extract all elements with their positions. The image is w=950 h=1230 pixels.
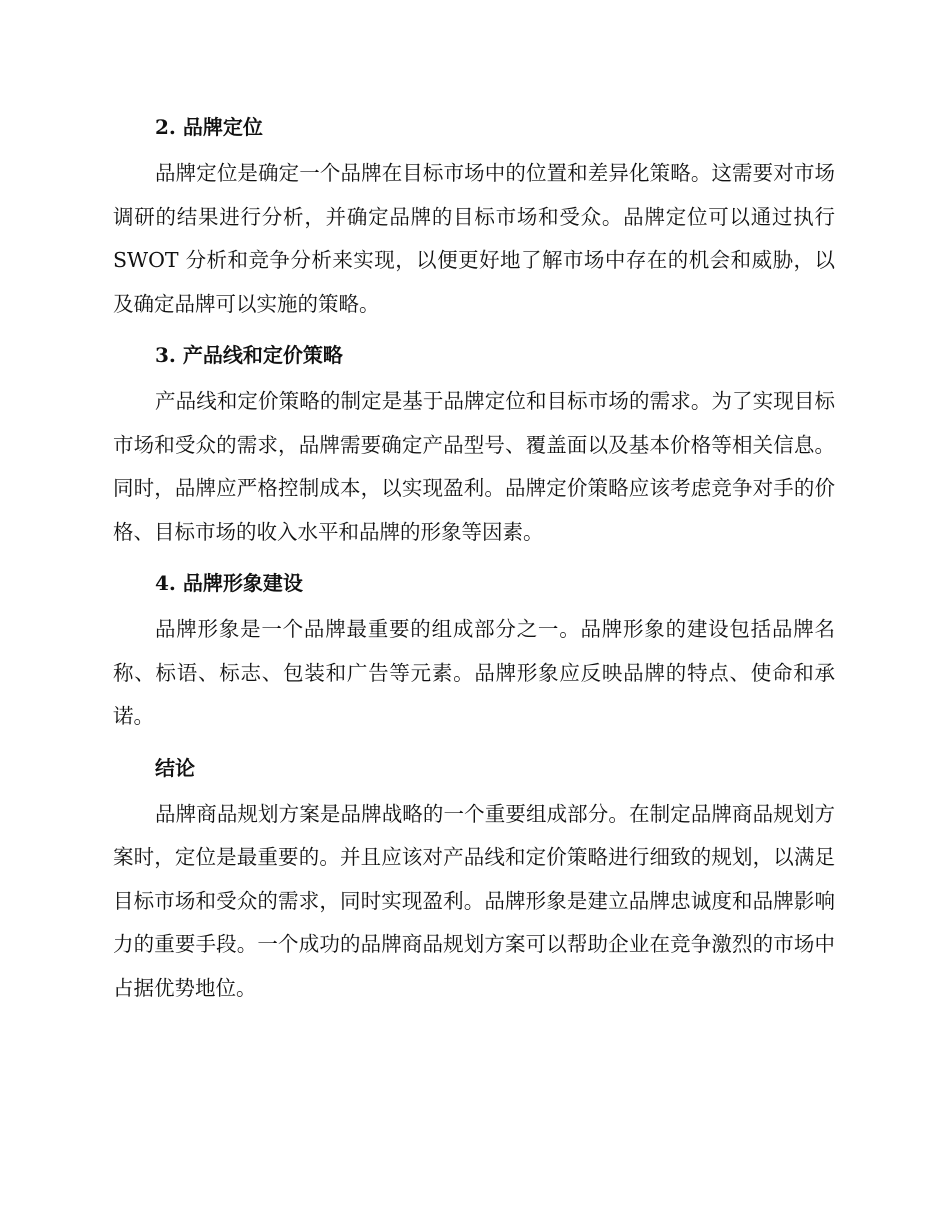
section-paragraph: 品牌定位是确定一个品牌在目标市场中的位置和差异化策略。这需要对市场调研的结果进行分析，并确定品牌的目标市场和受众。品牌定位可以通过执行 SWOT 分析和竞争分析来实现，以便更好地了解市场中存在的机会和威胁，以及确定品牌可以实施的策略。	[113, 161, 835, 316]
section-brand-positioning	[113, 112, 835, 326]
section-brand-image	[113, 568, 835, 739]
section-heading: 4. 品牌形象建设	[155, 571, 303, 595]
section-heading: 结论	[155, 755, 195, 780]
section-paragraph: 品牌商品规划方案是品牌战略的一个重要组成部分。在制定品牌商品规划方案时，定位是最重要的。并且应该对产品线和定价策略进行细致的规划，以满足目标市场和受众的需求，同时实现盈利。品牌形象是建立品牌忠诚度和品牌影响力的重要手段。一个成功的品牌商品规划方案可以帮助企业在竞争激烈的市场中占据优势地位。	[113, 801, 835, 1000]
section-heading: 2. 品牌定位	[155, 115, 263, 139]
section-conclusion	[113, 753, 835, 1011]
section-paragraph: 产品线和定价策略的制定是基于品牌定位和目标市场的需求。为了实现目标市场和受众的需求，品牌需要确定产品型号、覆盖面以及基本价格等相关信息。同时，品牌应严格控制成本，以实现盈利。品牌定价策略应该考虑竞争对手的价格、目标市场的收入水平和品牌的形象等因素。	[113, 389, 835, 544]
section-product-line-pricing	[113, 340, 835, 554]
section-heading: 3. 产品线和定价策略	[155, 343, 343, 367]
section-paragraph: 品牌形象是一个品牌最重要的组成部分之一。品牌形象的建设包括品牌名称、标语、标志、包装和广告等元素。品牌形象应反映品牌的特点、使命和承诺。	[113, 617, 835, 728]
